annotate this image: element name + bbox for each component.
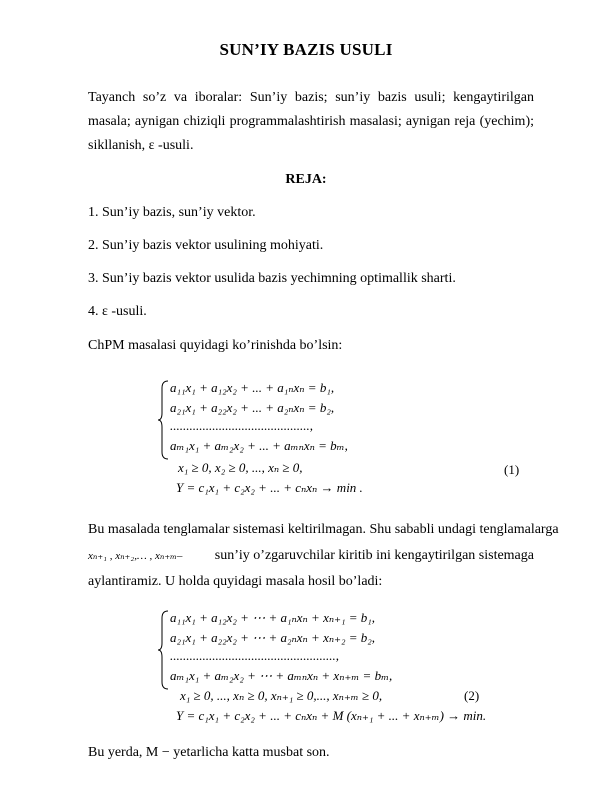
middle-line-2-rest: sun’iy o’zgaruvchilar kiritib ini kengaytirilgan sistemaga	[214, 548, 534, 563]
middle-line-2	[88, 548, 534, 564]
equation-system-1	[158, 378, 538, 498]
equation-number-1: (1)	[504, 462, 520, 477]
system2-row-1: a₁₁x₁ + a₁₂x₂ + ⋯ + a₁ₙxₙ + xₙ₊₁ = b₁,	[170, 610, 376, 625]
plan-item-4: 4. ε -usuli.	[88, 304, 147, 319]
left-brace-icon	[158, 610, 170, 690]
system1-objective: Y = c₁x₁ + c₂x₂ + ... + cₙxₙ → min .	[176, 480, 363, 495]
equation-number-2: (2)	[464, 688, 480, 703]
system2-constraint: x₁ ≥ 0, ..., xₙ ≥ 0, xₙ₊₁ ≥ 0,..., xₙ₊ₘ ≥ 0,	[180, 688, 383, 703]
system2-row-3: ...................................................,	[170, 648, 339, 663]
plan-item-2: 2. Sun’iy bazis vektor usulining mohiyati.	[88, 238, 324, 253]
system2-row-4: aₘ₁x₁ + aₘ₂x₂ + ⋯ + aₘₙxₙ + xₙ₊ₘ = bₘ,	[170, 668, 393, 683]
plan-item-1: 1. Sun’iy bazis, sun’iy vektor.	[88, 205, 256, 220]
plan-item-3: 3. Sun’iy bazis vektor usulida bazis yechimning optimallik sharti.	[88, 271, 456, 286]
equation-system-2	[158, 608, 538, 723]
middle-line-1: Bu masalada tenglamalar sistemasi keltirilmagan. Shu sababli undagi tenglamalarga	[88, 522, 559, 537]
page-title: SUN’IY BAZIS USULI	[219, 40, 393, 59]
keywords-paragraph: Tayanch so’z va iboralar: Sun’iy bazis; sun’iy bazis usuli; kengaytirilgan masala; aynigan chiziqli programmalashtirish masalasi; aynigan reja (yechim); sikllanish, ε -usuli.	[88, 90, 534, 153]
middle-line-3: aylantiramiz. U holda quyidagi masala hosil bo’ladi:	[88, 574, 383, 589]
intro-line: ChPM masalasi quyidagi ko’rinishda bo’lsin:	[88, 338, 343, 353]
system1-constraint: x₁ ≥ 0, x₂ ≥ 0, ..., xₙ ≥ 0,	[178, 460, 303, 475]
system1-row-4: aₘ₁x₁ + aₘ₂x₂ + ... + aₘₙxₙ = bₘ,	[170, 438, 348, 453]
plan-heading: REJA:	[285, 172, 327, 187]
left-brace-icon	[158, 380, 170, 460]
artificial-variables: xₙ₊₁ , xₙ₊₂,… , xₙ₊ₘ–	[88, 550, 183, 562]
system1-row-1: a₁₁x₁ + a₁₂x₂ + ... + a₁ₙxₙ = b₁,	[170, 380, 335, 395]
system2-row-2: a₂₁x₁ + a₂₂x₂ + ⋯ + a₂ₙxₙ + xₙ₊₂ = b₂,	[170, 630, 376, 645]
system1-row-3: ...........................................,	[170, 418, 313, 433]
system1-row-2: a₂₁x₁ + a₂₂x₂ + ... + a₂ₙxₙ = b₂,	[170, 400, 335, 415]
footer-line: Bu yerda, M − yetarlicha katta musbat son.	[88, 745, 330, 760]
system2-objective: Y = c₁x₁ + c₂x₂ + ... + cₙxₙ + M (xₙ₊₁ + ... + xₙ₊ₘ) → min.	[176, 708, 487, 723]
